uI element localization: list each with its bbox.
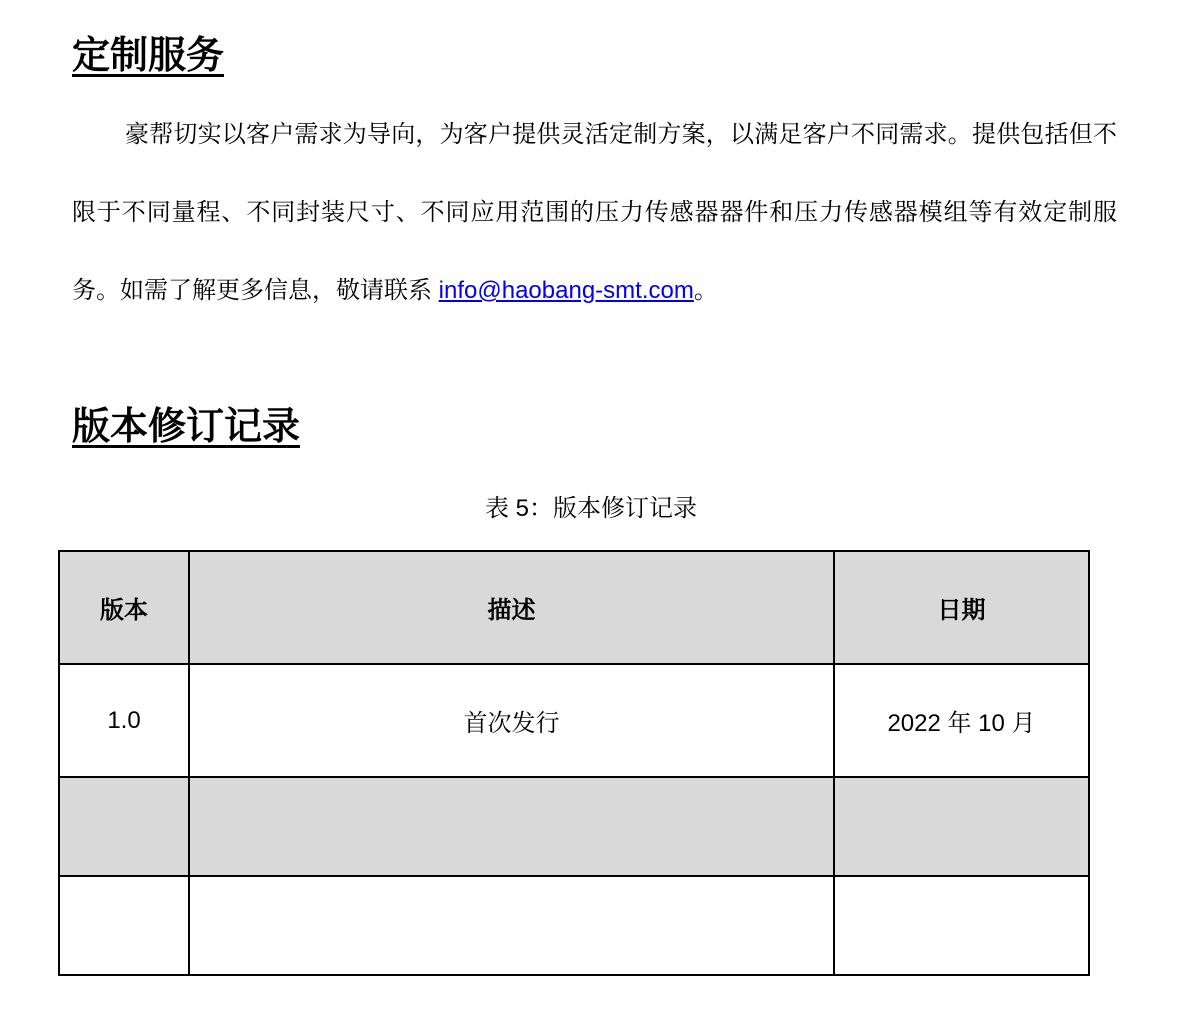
cell-description xyxy=(189,876,834,975)
table-caption: 表 5：版本修订记录 xyxy=(484,495,697,522)
table-row xyxy=(59,777,1089,876)
table-header-row xyxy=(59,551,1089,664)
cell-date: 2022 年 10 月 xyxy=(834,664,1089,777)
header-description: 描述 xyxy=(189,551,834,664)
cell-version: 1.0 xyxy=(59,664,189,777)
cell-description: 首次发行 xyxy=(189,664,834,777)
cell-description xyxy=(189,777,834,876)
header-date: 日期 xyxy=(834,551,1089,664)
custom-service-paragraph xyxy=(72,96,1117,330)
cell-date xyxy=(834,876,1089,975)
table-row xyxy=(59,876,1089,975)
section-title-custom-service: 定制服务 xyxy=(72,35,225,77)
contact-email-link[interactable]: info@haobang-smt.com xyxy=(438,277,694,304)
section-title-revision-history: 版本修订记录 xyxy=(72,406,301,448)
cell-date xyxy=(834,777,1089,876)
header-version: 版本 xyxy=(59,551,189,664)
cell-version xyxy=(59,777,189,876)
revision-table xyxy=(58,550,1090,976)
custom-service-text: 豪帮切实以客户需求为导向，为客户提供灵活定制方案，以满足客户不同需求。提供包括但不限于不同量程、不同封装尺寸、不同应用范围的压力传感器器件和压力传感器模组等有效定制服务。如需了解更多信息，敬请联系 xyxy=(72,121,1117,304)
custom-service-text-end: 。 xyxy=(693,277,718,304)
cell-version xyxy=(59,876,189,975)
table-row xyxy=(59,664,1089,777)
